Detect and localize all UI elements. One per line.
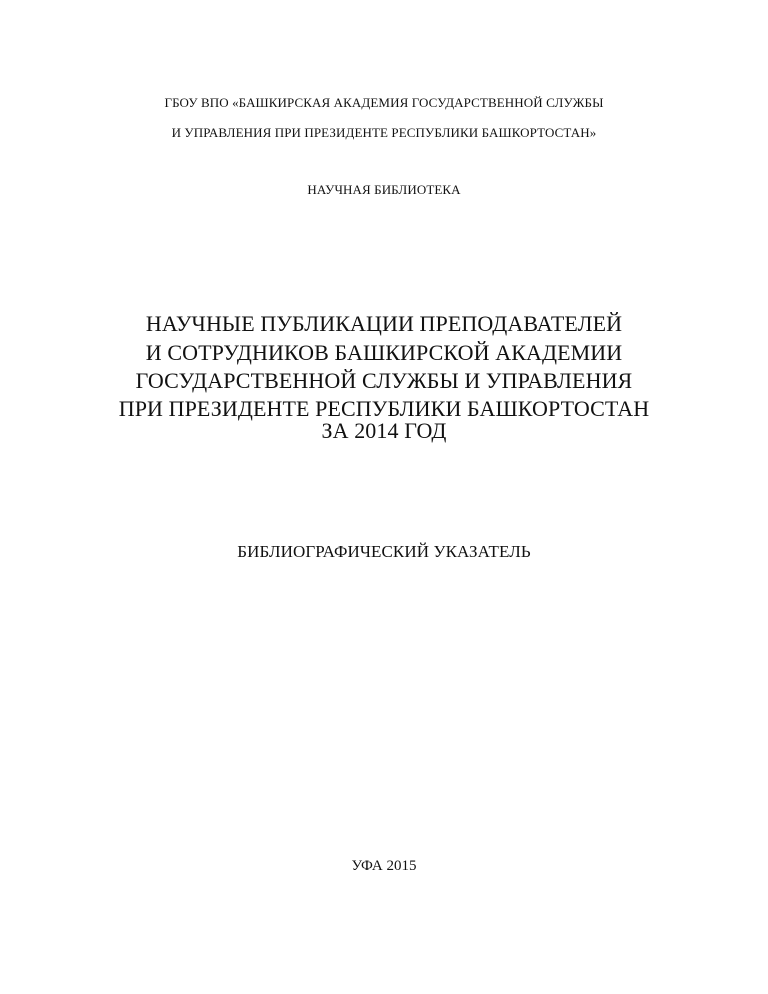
document-type: БИБЛИОГРАФИЧЕСКИЙ УКАЗАТЕЛЬ xyxy=(237,542,531,561)
document-title-line-5: ЗА 2014 ГОД xyxy=(321,418,447,443)
document-title-line-4: ПРИ ПРЕЗИДЕНТЕ РЕСПУБЛИКИ БАШКОРТОСТАН xyxy=(118,396,650,421)
document-title-line-1: НАУЧНЫЕ ПУБЛИКАЦИИ ПРЕПОДАВАТЕЛЕЙ xyxy=(145,311,623,336)
document-title-line-2: И СОТРУДНИКОВ БАШКИРСКОЙ АКАДЕМИИ xyxy=(145,340,623,365)
organization-line-1: ГБОУ ВПО «БАШКИРСКАЯ АКАДЕМИЯ ГОСУДАРСТВЕННОЙ СЛУЖБЫ xyxy=(164,95,604,110)
city-year: УФА 2015 xyxy=(351,858,417,874)
organization-line-2: И УПРАВЛЕНИЯ ПРИ ПРЕЗИДЕНТЕ РЕСПУБЛИКИ БАШКОРТОСТАН» xyxy=(171,125,597,140)
document-title-line-3: ГОСУДАРСТВЕННОЙ СЛУЖБЫ И УПРАВЛЕНИЯ xyxy=(135,368,633,393)
library-name: НАУЧНАЯ БИБЛИОТЕКА xyxy=(307,182,461,197)
